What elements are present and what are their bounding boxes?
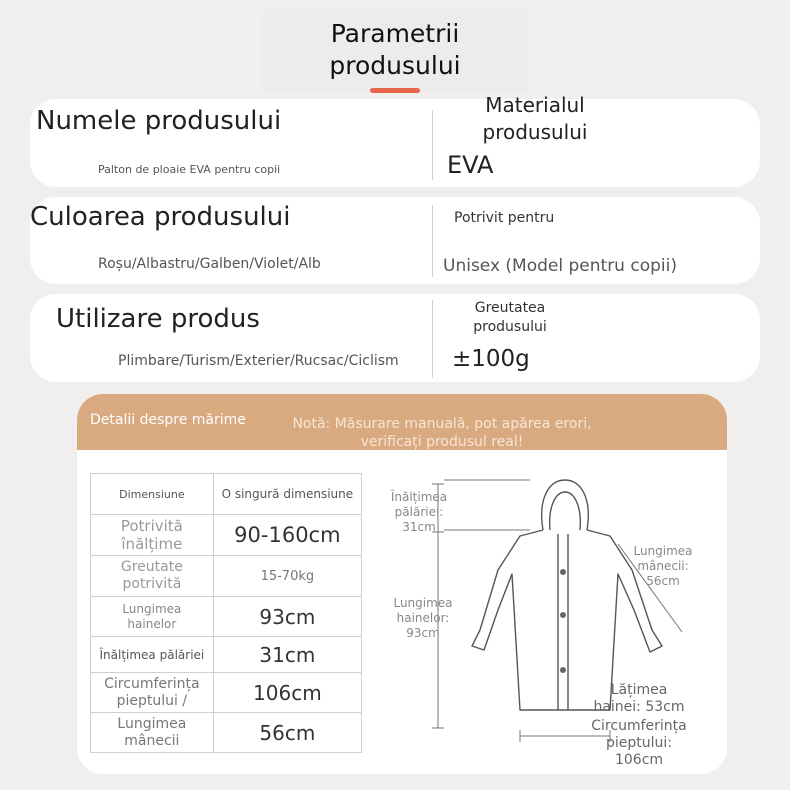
table-cell-label: Potrivită înălțime bbox=[91, 515, 214, 556]
table-cell-value: 90-160cm bbox=[213, 515, 361, 556]
param-label-material: Materialul produsului bbox=[482, 93, 588, 144]
button-dot bbox=[560, 667, 566, 673]
size-header-title: Detalii despre mărime bbox=[90, 412, 246, 428]
title-underline bbox=[370, 88, 420, 93]
buttons bbox=[560, 569, 566, 673]
param-value-suitable: Unisex (Model pentru copii) bbox=[443, 256, 677, 276]
param-label-weight: Greutatea produsului bbox=[473, 300, 547, 335]
table-header-row bbox=[91, 474, 362, 515]
param-label-suitable: Potrivit pentru bbox=[454, 210, 555, 226]
param-value-color: Roșu/Albastru/Galben/Violet/Alb bbox=[98, 256, 321, 272]
table-row bbox=[91, 673, 362, 713]
card-divider bbox=[432, 110, 433, 180]
table-cell-label: Înălțimea pălăriei bbox=[91, 637, 214, 673]
button-dot bbox=[560, 569, 566, 575]
table-row bbox=[91, 637, 362, 673]
table-cell-value: 31cm bbox=[213, 637, 361, 673]
table-cell-label: Lungimea hainelor bbox=[91, 597, 214, 637]
table-row bbox=[91, 597, 362, 637]
label-hat-height: Înălțimea pălăriei: 31cm bbox=[390, 490, 448, 534]
table-row bbox=[91, 556, 362, 597]
param-label-usage: Utilizare produs bbox=[56, 304, 260, 334]
size-table bbox=[90, 473, 362, 753]
page-title: Parametrii produsului bbox=[329, 19, 461, 80]
card-divider bbox=[432, 300, 433, 378]
param-label-color: Culoarea produsului bbox=[30, 202, 291, 232]
param-label-name: Numele produsului bbox=[36, 106, 282, 136]
hood-inner bbox=[550, 492, 581, 530]
button-dot bbox=[560, 612, 566, 618]
table-cell-value: 106cm bbox=[213, 673, 361, 713]
param-value-name: Palton de ploaie EVA pentru copii bbox=[98, 163, 281, 176]
table-row bbox=[91, 515, 362, 556]
table-cell-value: 93cm bbox=[213, 597, 361, 637]
table-cell-value: 15-70kg bbox=[213, 556, 361, 597]
table-header-cell: O singură dimensiune bbox=[213, 474, 361, 515]
card-divider bbox=[432, 205, 433, 277]
label-chest: Circumferința pieptului: 106cm bbox=[591, 718, 687, 768]
label-sleeve-length: Lungimea mânecii: 56cm bbox=[633, 544, 693, 588]
label-coat-length: Lungimea hainelor: 93cm bbox=[393, 596, 453, 640]
table-cell-label: Lungimea mânecii bbox=[91, 713, 214, 753]
label-coat-width: Lățimea hainei: 53cm bbox=[593, 682, 685, 715]
size-header-note: Notă: Măsurare manuală, pot apărea erori, verificați produsul real! bbox=[292, 416, 592, 450]
table-cell-value: 56cm bbox=[213, 713, 361, 753]
param-value-material: EVA bbox=[447, 151, 494, 179]
table-cell-label: Circumferința pieptului / bbox=[91, 673, 214, 713]
table-row bbox=[91, 713, 362, 753]
table-cell-label: Greutate potrivită bbox=[91, 556, 214, 597]
param-value-usage: Plimbare/Turism/Exterier/Rucsac/Ciclism bbox=[118, 353, 399, 369]
hood-outline bbox=[542, 480, 589, 530]
param-value-weight: ±100g bbox=[452, 346, 530, 372]
table-header-cell: Dimensiune bbox=[91, 474, 214, 515]
